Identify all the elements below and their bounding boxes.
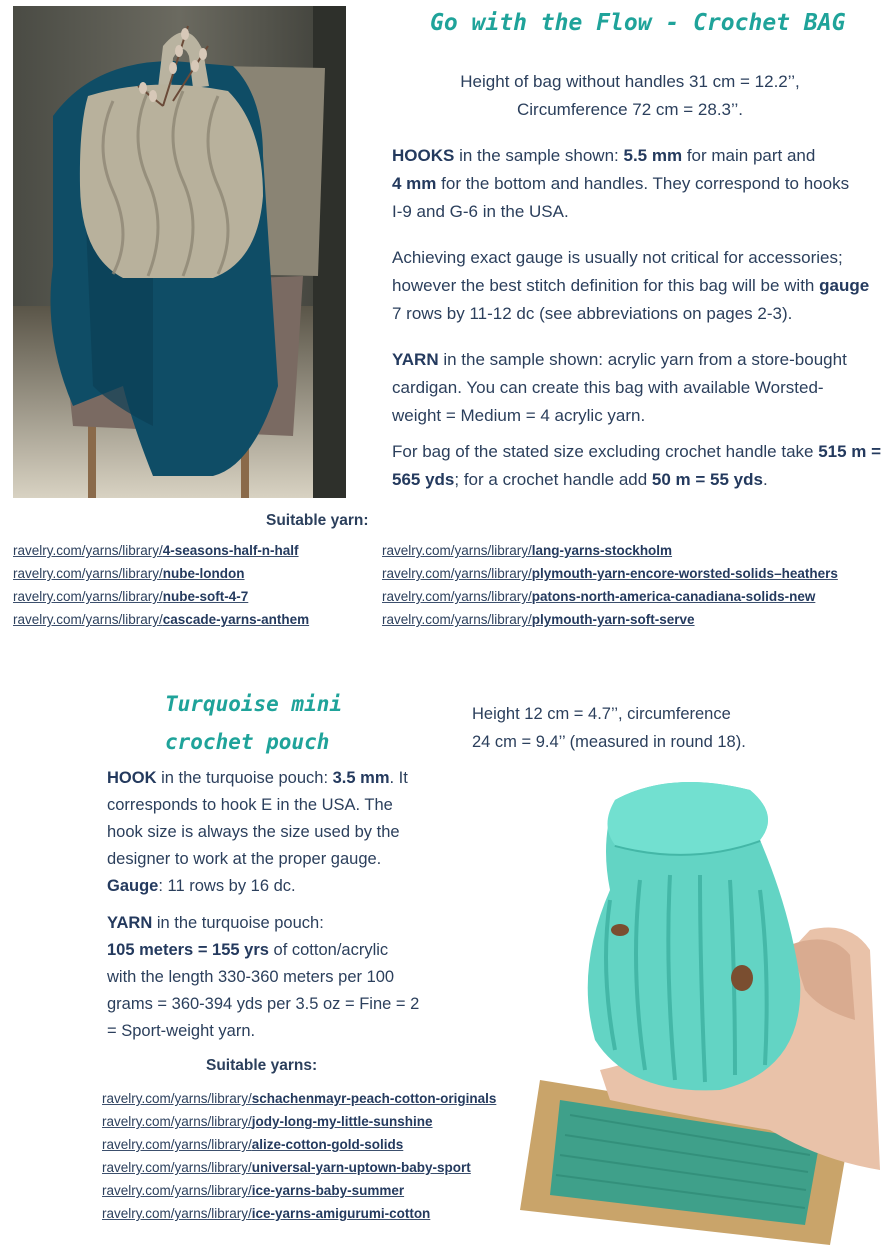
amount-bold2: 50 m = 55 yds xyxy=(651,470,763,489)
link-prefix: ravelry.com/yarns/library/ xyxy=(382,612,532,627)
yarn-label: YARN xyxy=(392,350,439,369)
pouch-hook-paragraph xyxy=(107,765,417,900)
link-name: alize-cotton-gold-solids xyxy=(251,1137,404,1152)
yarn-link[interactable] xyxy=(382,539,838,562)
link-name: ice-yarns-baby-summer xyxy=(251,1183,405,1198)
link-prefix: ravelry.com/yarns/library/ xyxy=(13,612,163,627)
link-name: nube-london xyxy=(162,566,245,581)
bag-photo-illustration xyxy=(13,6,346,498)
amount-text2: ; for a crochet handle add xyxy=(454,470,652,489)
hooks-mm1: 5.5 mm xyxy=(623,146,683,165)
pouch-hook-mm: 3.5 mm xyxy=(332,769,390,787)
yarn-link[interactable] xyxy=(382,608,838,631)
yarn-link[interactable] xyxy=(382,562,838,585)
bag-size xyxy=(392,68,868,124)
yarn-link[interactable] xyxy=(382,585,838,608)
yarn-link[interactable] xyxy=(13,539,309,562)
yarn-link[interactable] xyxy=(102,1110,496,1133)
yarn-link[interactable] xyxy=(13,562,309,585)
pouch-hook-label: HOOK xyxy=(107,769,157,787)
link-name: plymouth-yarn-encore-worsted-solids–heathers xyxy=(531,566,838,581)
yarn-link[interactable] xyxy=(102,1133,496,1156)
pouch-hook-text3: : 11 rows by 16 dc. xyxy=(158,877,296,895)
pouch-links xyxy=(102,1087,496,1225)
link-prefix: ravelry.com/yarns/library/ xyxy=(382,543,532,558)
yarn-link[interactable] xyxy=(102,1156,496,1179)
link-prefix: ravelry.com/yarns/library/ xyxy=(102,1183,252,1198)
link-prefix: ravelry.com/yarns/library/ xyxy=(102,1137,252,1152)
amount-bold1: 515 m = 565 yds xyxy=(392,442,882,489)
pouch-title-line1: Turquoise mini xyxy=(165,692,343,716)
hooks-mm2: 4 mm xyxy=(392,174,437,193)
pouch-hook-text2: . It corresponds to hook E in the USA. The hook size is always the size used by the designer to work at the proper gauge. xyxy=(107,769,408,868)
pouch-hook-text1: in the turquoise pouch: xyxy=(156,769,333,787)
pouch-size xyxy=(472,700,852,756)
bag-yarn-paragraph xyxy=(392,346,862,430)
hooks-label: HOOKS xyxy=(392,146,455,165)
pouch-yarn-label: YARN xyxy=(107,914,153,932)
link-name: patons-north-america-canadiana-solids-new xyxy=(531,589,816,604)
link-name: schachenmayr-peach-cotton-originals xyxy=(251,1091,497,1106)
yarn-text: in the sample shown: acrylic yarn from a store-bought cardigan. You can create this bag with available Worsted-weight = Medium = 4 acrylic yarn. xyxy=(392,350,847,425)
link-prefix: ravelry.com/yarns/library/ xyxy=(102,1206,252,1221)
bag-size-line1: Height of bag without handles 31 cm = 12.2’’, xyxy=(460,72,800,91)
hooks-text3: for the bottom and handles. They correspond to hooks I-9 and G-6 in the USA. xyxy=(392,174,850,221)
hooks-text1: in the sample shown: xyxy=(454,146,624,165)
bag-size-line2: Circumference 72 cm = 28.3’’. xyxy=(517,100,743,119)
bag-suitable-label: Suitable yarn: xyxy=(266,512,369,529)
pouch-size-line1: Height 12 cm = 4.7’’, circumference xyxy=(472,705,731,723)
gauge-text1: Achieving exact gauge is usually not critical for accessories; however the best stitch definition for this bag will be with xyxy=(392,248,843,295)
pouch-photo xyxy=(520,770,882,1245)
link-prefix: ravelry.com/yarns/library/ xyxy=(102,1160,252,1175)
pouch-title xyxy=(165,685,342,761)
link-name: plymouth-yarn-soft-serve xyxy=(531,612,695,627)
yarn-link[interactable] xyxy=(102,1179,496,1202)
pouch-yarn-text2: of cotton/acrylic with the length 330-360 meters per 100 grams = 360-394 yds per 3.5 oz = Fine = 2 = Sport-weight yarn. xyxy=(107,941,420,1040)
yarn-link[interactable] xyxy=(13,585,309,608)
link-prefix: ravelry.com/yarns/library/ xyxy=(13,566,163,581)
link-name: universal-yarn-uptown-baby-sport xyxy=(251,1160,471,1175)
link-prefix: ravelry.com/yarns/library/ xyxy=(102,1091,252,1106)
bag-gauge-paragraph xyxy=(392,244,872,328)
bag-links-right xyxy=(382,539,838,631)
pouch-yarn-text1: in the turquoise pouch: xyxy=(152,914,324,932)
pouch-photo-illustration xyxy=(520,770,882,1245)
link-prefix: ravelry.com/yarns/library/ xyxy=(382,566,532,581)
bag-photo xyxy=(13,6,346,498)
gauge-text2: 7 rows by 11-12 dc (see abbreviations on pages 2-3). xyxy=(392,304,793,323)
yarn-link[interactable] xyxy=(102,1202,496,1225)
link-prefix: ravelry.com/yarns/library/ xyxy=(13,543,163,558)
pouch-suitable-label: Suitable yarns: xyxy=(206,1057,318,1074)
link-name: ice-yarns-amigurumi-cotton xyxy=(251,1206,431,1221)
yarn-link[interactable] xyxy=(13,608,309,631)
bag-hooks-paragraph xyxy=(392,142,852,226)
hooks-text2: for main part and xyxy=(682,146,816,165)
gauge-label: gauge xyxy=(819,276,870,295)
link-prefix: ravelry.com/yarns/library/ xyxy=(13,589,163,604)
bag-amount-paragraph xyxy=(392,438,882,494)
pouch-yarn-bold: 105 meters = 155 yrs xyxy=(107,941,269,959)
link-name: lang-yarns-stockholm xyxy=(531,543,673,558)
pouch-title-line2: crochet pouch xyxy=(165,730,330,754)
pouch-yarn-paragraph xyxy=(107,910,422,1045)
link-name: nube-soft-4-7 xyxy=(162,589,249,604)
link-prefix: ravelry.com/yarns/library/ xyxy=(382,589,532,604)
link-prefix: ravelry.com/yarns/library/ xyxy=(102,1114,252,1129)
amount-text1: For bag of the stated size excluding crochet handle take xyxy=(392,442,819,461)
pouch-size-line2: 24 cm = 9.4’’ (measured in round 18). xyxy=(472,733,746,751)
bag-links-left xyxy=(13,539,309,631)
link-name: cascade-yarns-anthem xyxy=(162,612,310,627)
yarn-link[interactable] xyxy=(102,1087,496,1110)
link-name: 4-seasons-half-n-half xyxy=(162,543,299,558)
amount-text3: . xyxy=(762,470,768,489)
link-name: jody-long-my-little-sunshine xyxy=(251,1114,433,1129)
pouch-gauge-label: Gauge xyxy=(107,877,159,895)
bag-title: Go with the Flow - Crochet BAG xyxy=(430,10,846,36)
